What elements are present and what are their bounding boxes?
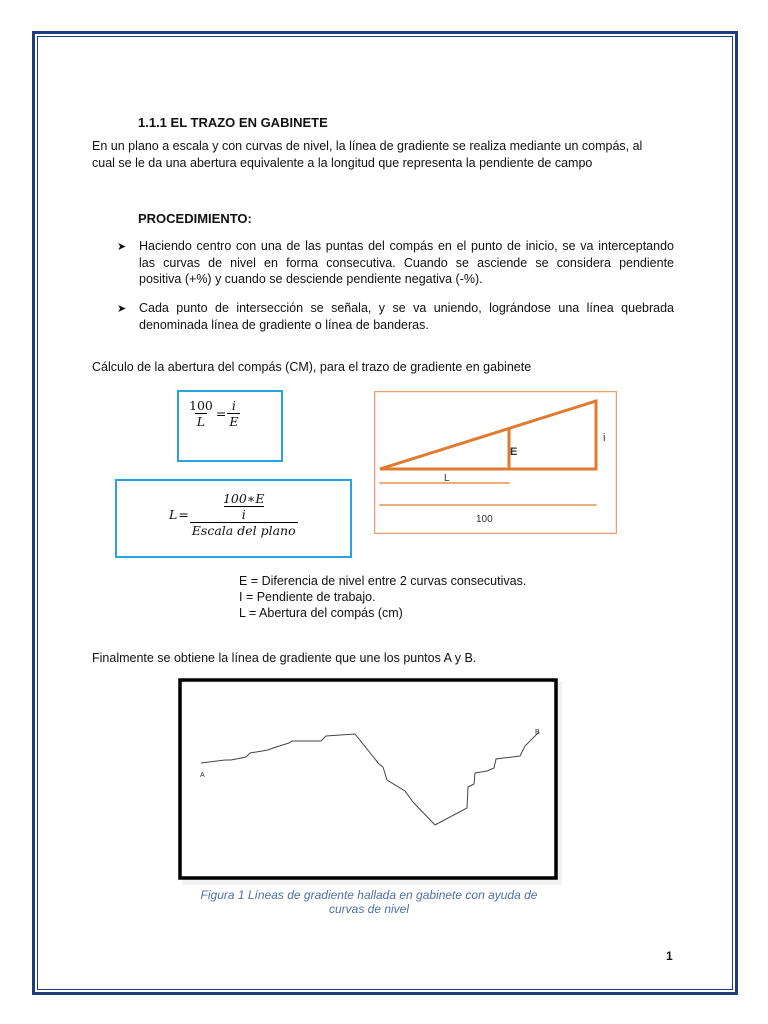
point-a-label: A: [200, 772, 205, 779]
formula1-left-den: L: [196, 414, 206, 429]
formula2-outer-fraction: [190, 491, 298, 538]
procedure-item-2: [139, 300, 674, 333]
procedure-item-1: [139, 238, 674, 288]
section-heading: 1.1.1 EL TRAZO EN GABINETE: [138, 115, 328, 130]
label-l: L: [444, 473, 450, 484]
label-e: E: [510, 446, 518, 458]
procedure-item-1-line-1: Haciendo centro con una de las puntas del compás en el punto de inicio, se va interceptando: [139, 239, 674, 253]
formula1-left-fraction: [187, 398, 215, 429]
triangle-diagram: [374, 391, 617, 534]
intro-line-2: cual se le da una abertura equivalente a la longitud que representa la pendiente de campo: [92, 155, 593, 170]
formula1-equals: =: [215, 406, 227, 421]
intro-line-1: En un plano a escala y con curvas de nivel, la línea de gradiente se realiza mediante un compás, al: [92, 139, 643, 153]
point-b-label: B: [535, 729, 540, 736]
formula2-outer-den: Escala del plano: [191, 523, 296, 538]
intro-paragraph: [92, 138, 674, 171]
label-100: 100: [476, 514, 493, 525]
procedure-item-2-line-1: Cada punto de intersección se señala, y se va uniendo, lográndose una línea quebrada: [139, 301, 674, 315]
figure-caption-line-1: Figura 1 Líneas de gradiente hallada en gabinete con ayuda de: [200, 888, 538, 902]
final-text: Finalmente se obtiene la línea de gradiente que une los puntos A y B.: [92, 651, 477, 665]
definition-l: L = Abertura del compás (cm): [239, 606, 403, 620]
procedure-item-2-line-2: denominada línea de gradiente o línea de banderas.: [139, 317, 429, 332]
formula2-lhs: L: [169, 507, 178, 522]
formula2-inner-den: i: [224, 506, 264, 522]
bullet-arrow-icon: ➤: [117, 303, 127, 315]
definitions: [239, 573, 526, 621]
formula2-inner-num: 100∗E: [222, 491, 265, 506]
formula1-right-num: i: [231, 398, 236, 413]
procedure-item-1-line-2: las curvas de nivel en forma consecutiva. Cuando se asciende se considera pendiente: [139, 255, 674, 270]
figure-caption: [178, 888, 560, 916]
formula2-inner-fraction: [219, 491, 268, 522]
definition-i: I = Pendiente de trabajo.: [239, 590, 376, 604]
formula1-right-fraction: [227, 398, 240, 429]
triangle-diagram-frame: [375, 392, 617, 534]
formula2-equals: =: [178, 507, 189, 522]
gradient-line-figure: [178, 678, 560, 882]
formula1-right-den: E: [229, 414, 239, 429]
figure-caption-line-2: curvas de nivel: [328, 902, 410, 916]
formula1-left-num: 100: [189, 398, 213, 413]
label-i: i: [603, 432, 606, 444]
formula-box-1: [177, 390, 283, 462]
definition-e: E = Diferencia de nivel entre 2 curvas consecutivas.: [239, 574, 527, 588]
calc-intro: Cálculo de la abertura del compás (CM), para el trazo de gradiente en gabinete: [92, 360, 532, 374]
figure-frame: [180, 680, 556, 878]
formula-box-2: [115, 479, 352, 558]
procedure-title: PROCEDIMIENTO:: [138, 211, 252, 226]
procedure-item-1-line-3: positiva (+%) y cuando se desciende pendiente negativa (-%).: [139, 272, 483, 286]
bullet-arrow-icon: ➤: [117, 241, 127, 253]
page-number: 1: [666, 949, 673, 963]
